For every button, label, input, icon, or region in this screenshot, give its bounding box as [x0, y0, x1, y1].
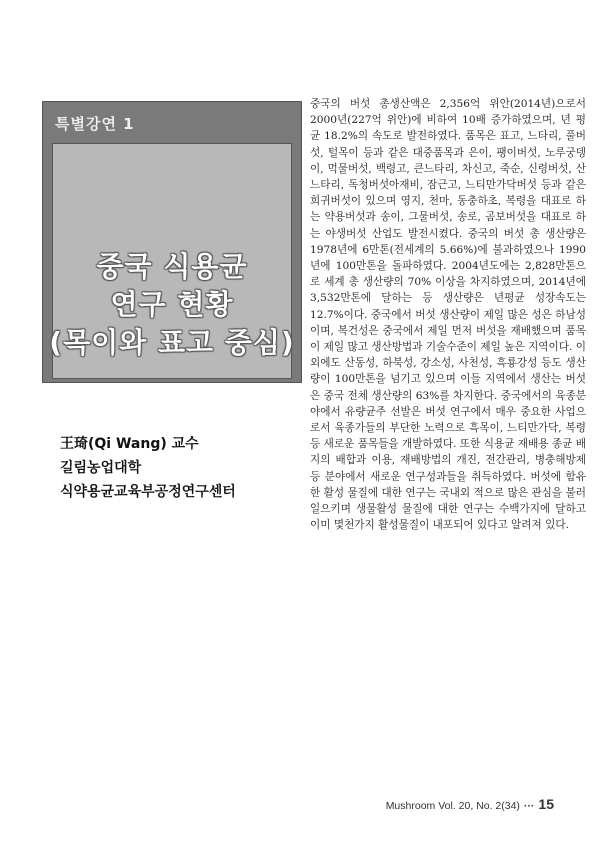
title-box	[42, 101, 302, 383]
author-block	[60, 432, 236, 504]
lecture-title	[43, 248, 301, 362]
series-label: 특별강연 1	[55, 115, 135, 133]
journal-citation: Mushroom Vol. 20, No. 2(34)	[385, 800, 520, 812]
page-footer	[386, 796, 554, 812]
page-number: 15	[538, 796, 554, 812]
title-line-3: (목이와 표고 중심)	[49, 326, 295, 359]
body-paragraph: 중국의 버섯 총생산액은 2,356억 위안(2014년)으로서 2000년(227억 위안)에 비하여 10배 증가하였으며, 년 평균 18.2%의 속도로 발전하였다. 품목은 표고, 느타리, 풀버섯, 털목이 등과 같은 대중품목과 은이, 팽이버섯, 노루궁뎅이, 먹물버섯, 백령고, 큰느타리, 차신고, 죽순, 신령버섯, 산느타리, 독청버섯아재비, 잠근고, 느티만가닥버섯 등과 같은 희귀버섯이 있으며 영지, 천마, 동충하초, 복령을 대표로 하는 약용버섯과 송이, 그물버섯, 송로, 곰보버섯을 대표로 하는 야생버섯 산업도 발전시켰다. 중국의 버섯 총 생산량은 1978년에 6만톤(전세계의 5.66%)에 불과하였으나 1990년에 100만톤을 돌파하였다. 2004년도에는 2,828만톤으로 세계 총 생산량의 70% 이상을 차지하였으며, 2014년에 3,532만톤에 달하는 등 생산량은 년평균 성장속도는 12.7%이다. 중국에서 버섯 생산량이 제일 많은 성은 하남성이며, 복건성은 중국에서 제일 먼저 버섯을 재배했으며 품목이 제일 많고 생산방법과 기술수준이 제일 높은 지역이다. 이 외에도 산동성, 하북성, 강소성, 사천성, 흑룡강성 등도 생산량이 100만톤을 넘기고 있으며 이들 지역에서 생산는 버섯은 중국 전체 생산량의 63%를 차지한다. 중국에서의 육종분야에서 유량균주 선발은 버섯 연구에서 매우 중요한 사업으로서 육종가들의 부단한 노력으로 흑목이, 느티만가닥, 복령 등 새로운 품목들을 개발하였다. 또한 식용균 재배용 종균 배지의 배합과 이용, 재배방법의 개진, 전간관리, 병충해방제 등 분야에서 새로운 연구성과들을 취득하였다. 버섯에 함유한 활성 물질에 대한 연구는 국내외 적으로 많은 관심을 불러일으키며 생물활성 물질에 대한 연구는 수백가지에 달하고 이미 몇천가지 활성물질이 내포되어 있다고 알려져 있다.	[310, 98, 586, 532]
author-name: 王琦(Qi Wang) 교수	[60, 436, 199, 452]
author-affiliation-university: 길림농업대학	[60, 460, 142, 476]
author-affiliation-center: 식약용균교육부공정연구센터	[60, 484, 236, 500]
footer-separator: ···	[523, 800, 535, 812]
title-line-1: 중국 식용균	[96, 250, 248, 283]
title-line-2: 연구 현황	[110, 288, 234, 321]
